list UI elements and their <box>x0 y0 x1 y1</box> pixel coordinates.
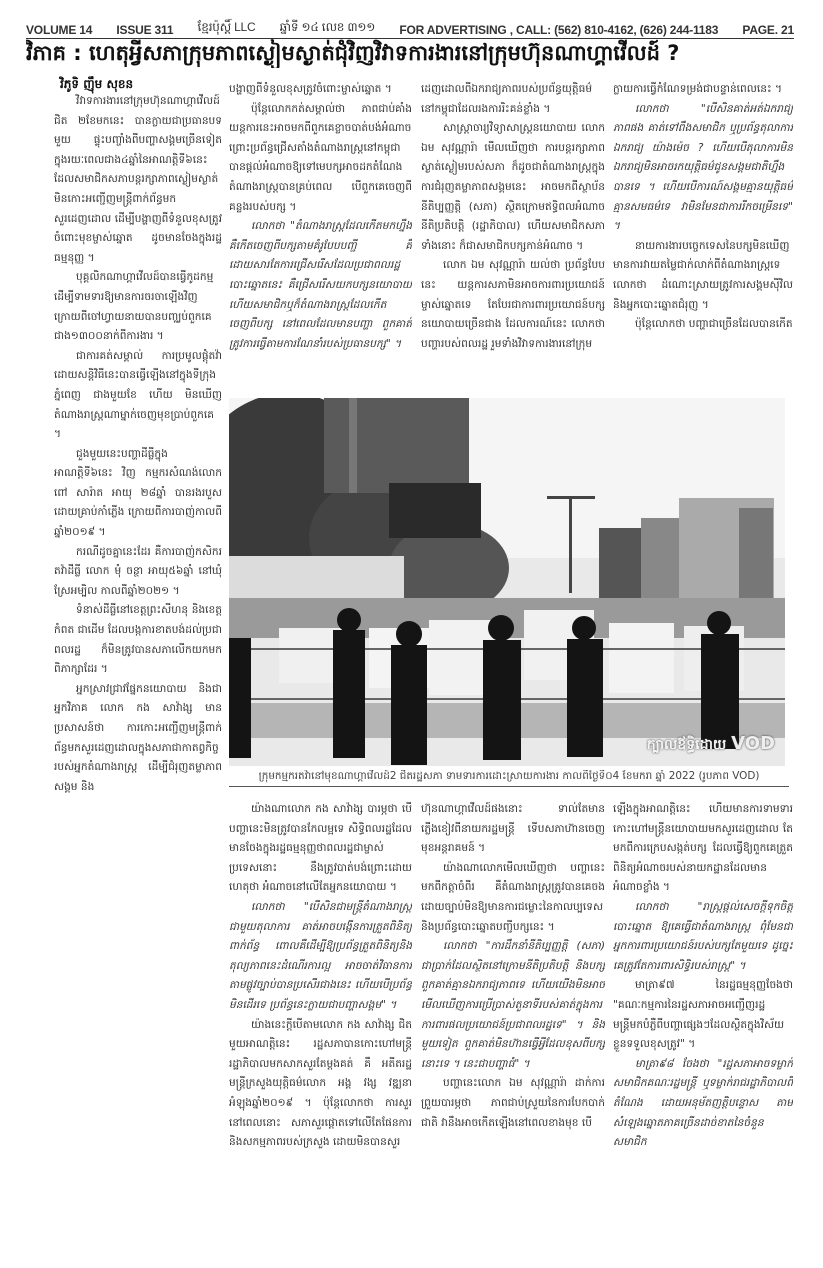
article-paragraph: លោក ឯម សុវណ្ណារ៉ា យល់ថា ប្រព័ន្ធបែបនេះ យន្តការសភាមិនអាចការពារប្រយោជន៍ម្ចាស់ឆ្នោតទេ តែបែរជាការពារប្រយោជន៍បក្សនយោបាយច្រើនជាង ដែលការណ៍នេះ លោកថា បញ្ហារបស់ពលរដ្ឋ រួមទាំងវិវាទការងារនៅក្រុម <box>421 259 605 350</box>
column-1 <box>54 92 222 1232</box>
article-paragraph: ប៉ុន្តែលោកកត់សម្គាល់ថា ភាពជាប់គាំងយន្តការនេះអាចមកពីពួកគេខ្លាចបាត់បង់អំណាច ព្រោះប្រព័ន្ធជ្រើសតាំងតំណាងរាស្ត្រនៅកម្ពុជាបានផ្តល់អំណាចឱ្យទៅមេបក្សអាចដកតំណែងតំណាងរាស្ត្របានគ្រប់ពេល បើពួកគេចេញពីគន្លងរបស់បក្ស ។ <box>229 102 412 213</box>
watermark-khmer: ក្បាលឪទ្ធិដោយ <box>646 737 727 753</box>
article-paragraph: ហ៊ុនណាហ្គាវើលដ៍ផងនោះ ទាល់តែមានភ្លើងខៀវពីនាយករដ្ឋមន្ត្រី ទើបសភាហ៊ានចេញមុខអន្តរាគមន៍ ។ <box>421 803 605 855</box>
article-paragraph: ករណីដូចគ្នានេះដែរ គឺការបាញ់កសិករតវ៉ាដីធ្លី លោក ម៉ំ ចន្ថា អាយុ៥៦ឆ្នាំ នៅឃុំស្រែអម្បិល កាលពីឆ្នាំ២០២១ ។ <box>54 545 222 597</box>
article-paragraph: សាស្ត្រាចារ្យវិទ្យាសាស្ត្រនយោបាយ លោក ឯម សុវណ្ណារ៉ា មើលឃើញថា ការបន្តរក្សាភាពស្ងាត់ស្ងៀមរបស់សភា ក៏ដូចជាតំណាងរាស្ត្រក្នុងការជំរុញតម្លាភាពសង្គមនេះ អាចមកពីស្ថាប័ននីតិប្បញ្ញត្តិ (សភា) ស្ថិតក្រោមឥទ្ធិពលអំណាចនីតិប្រតិបត្តិ (រដ្ឋាភិបាល) ហើយសមាជិកសភាទាំងនោះ ក៏ជាសមាជិកបក្សកាន់អំណាច ។ <box>421 122 605 252</box>
protest-photo-illustration <box>229 398 785 766</box>
article-paragraph: យ៉ាងណាលោកមើលឃើញថា បញ្ហានេះមកពីកត្តាចំពីរ គឺតំណាងរាស្ត្រត្រូវបានគេចងដោយច្បាប់មិនឱ្យមានការជម្លោះនៃកាលប្បទេស និងប្រព័ន្ធបោះឆ្នោតបញ្ជីបក្សនេះ ។ <box>421 861 605 933</box>
article-paragraph: បង្ហាញពីទំនួលខុសត្រូវចំពោះម្ចាស់ឆ្នោត ។ <box>229 83 392 95</box>
article-paragraph: ឡើងក្នុងអាណត្តិនេះ ហើយមានការទាមទារកោះហៅមន្ត្រីនយោបាយមកសួរដេញដោល តែមកពីការក្រេបសង្កត់បក្ស ដែលធ្វើឱ្យពួកគេត្រួតពិនិត្យអំណាចរបស់នាយកដ្ឋានដែលមានអំណាចខ្លាំង ។ <box>613 803 793 894</box>
photo-watermark <box>647 733 775 756</box>
article-paragraph: យ៉ាងណាលោក កង សាវ៉ាង្ស បារម្ភថា បើបញ្ហានេះមិនត្រូវបានកែលម្អទេ សិទ្ធិពលរដ្ឋដែលមានចែងក្នុងរដ្ឋធម្មនុញ្ញថាពលរដ្ឋជាម្ចាស់ប្រទេសនោះ នឹងត្រូវបាត់បង់ព្រោះដោយហេតុថា អំណាចនៅលើតែអ្នកនយោបាយ ។ <box>229 803 412 894</box>
article-paragraph: ជាការគត់សម្គាល់ ការប្រមូលផ្តុំតវ៉ាដោយសន្តិវិធីនេះបានធ្វើឡើងនៅក្នុងទីក្រុងភ្នំពេញ ជាងមួយខែ ហើយ មិនឃើញតំណាងរាស្ត្រណាម្នាក់ចេញមុខប្រាប់ពួកគេ ។ <box>54 349 222 441</box>
article-paragraph: ទំនាស់ដីធ្លីនៅខេត្តព្រះសីហនុ និងខេត្តកំពត ជាដើម ដែលបង្កការខាតបង់ដល់ប្រជាពលរដ្ឋ ក៏មិនត្រូវបានសភាលើកយកមកពិភាក្សាដែរ ។ <box>54 604 222 676</box>
vod-logo: VOD <box>731 733 775 754</box>
article-byline: វិភូទិ ញ៉ឹម សុខន <box>60 77 134 91</box>
article-paragraph: ប៉ុន្តែលោកថា បញ្ហាជាច្រើនដែលបានកើត <box>635 318 793 331</box>
article-paragraph: ក្លាយការធ្វើកំណែទម្រង់ជាបន្ទាន់ពេលនេះ ។ <box>613 83 782 95</box>
page-number: PAGE. 21 <box>742 23 794 37</box>
article-paragraph: បុគ្គលិកណាហ្គាវើលដ៍បានធ្វើកូដកម្ម ដើម្បីទាមទារឱ្យមានការចរចាឡើងវិញ ក្រោយពីចៅហ្វាយនាយបានបញ្ឈប់ពួកគេជាង១៣០០នាក់ពីការងារ ។ <box>54 271 214 343</box>
article-paragraph: ដេញដោលពីឯករាជ្យភាពរបស់ប្រព័ន្ធយុត្តិធម៌នៅកម្ពុជាដែលរងការរិះគន់ខ្លាំង ។ <box>421 83 593 115</box>
caption-rule <box>229 786 789 787</box>
article-paragraph: ជួងមួយនេះបញ្ហាដីធ្លីក្នុងអាណត្តិទី៦នេះ វិញ កម្មករសំណង់លោក ពៅ សារ៉ាត អាយុ ២៨ឆ្នាំ បានរងរបួសដោយគ្រាប់កាំភ្លើង ក្រោយពីការបាញ់កាលពីឆ្នាំ២០១៩ ។ <box>54 447 222 539</box>
article-headline: វិភាគ : ហេតុអ្វីសភាក្រុមភាពស្ងៀមស្ងាត់ជុំវិញវិវាទការងារនៅក្រុមហ៊ុនណាហ្គាវើលដ៍ ? <box>26 41 680 65</box>
article-paragraph: លោកថា "បើសិនគាត់អត់ឯករាជ្យភាពផង គាត់ទៅពឹងសមាជិក ឬប្រព័ន្ធតុលាការឯករាជ្យ យ៉ាងម៉េច ? ហើយបើតុលាការមិនឯករាជ្យមិនអាចរកយុត្តិធម៌ជូនសង្គមជាតិហ្នឹងបានទេ ។ ហើយបើការណ៍សង្គមគ្មានយុត្តិធម៌ គ្មានសមធម៌ទេ វាមិនមែនជាការរីកចម្រើនទេ" ។ <box>613 102 793 233</box>
advertising-contact: FOR ADVERTISING , CALL: (562) 810-4162, (626) 244-1183 <box>399 23 719 37</box>
article-paragraph: វិវាទការងារនៅក្រុមហ៊ុនណាហ្គាវើលដ៍ជិត ២ខែមកនេះ បានក្លាយជាប្រធានបទមួយ ផ្ទុះបញ្ចាំងពីបញ្ហាសង្គមច្រើនទៀត ក្នុងរយៈពេលជាង៤ឆ្នាំនៃអាណត្តិទី៦នេះ ដែលសមាជិកសភាបន្តរក្សាភាពស្ងៀមស្ងាត់ មិនកោះអញ្ជើញមន្ត្រីពាក់ព័ន្ធមកសួរដេញដោល ដើម្បីបង្ហាញពីទំនួលខុសត្រូវចំពោះមុខម្ចាស់ឆ្នោត ដូចមានចែងក្នុងរដ្ឋធម្មនុញ្ញ ។ <box>54 95 222 264</box>
article-paragraph: លោកថា "រាស្ត្រផ្តល់សេចក្តីទុកចិត្តបោះឆ្នោត ឱ្យគេធ្វើជាតំណាងរាស្ត្រ ពុំមែនជាអ្នកការពារប្រយោជន៍របស់បក្សតែមួយទេ ដូច្នេះគេត្រូវតែការពារសិទ្ធិរបស់រាស្ត្រ" ។ <box>613 900 793 972</box>
masthead <box>26 20 794 39</box>
article-paragraph: បញ្ហានេះលោក ឯម សុវណ្ណារ៉ា ដាក់ការព្រួយបារម្ភថា ភាពជាប់ស្រួយនៃការបែកបាក់ជាតិ វានឹងអាចកើតឡើងនៅពេលខាងមុខ បើ <box>421 1077 605 1129</box>
article-paragraph: លោកថា "ការដឹកនាំនីតិប្បញ្ញត្តិ (សភា) ជាប្រាក់ដែលស្ថិតនៅក្រោមនីតិប្រតិបត្តិ និងបក្ស ពួកគាត់គ្មានឯករាជ្យភាពទេ ហើយយើងមិនអាចមើលឃើញការប្រើប្រាស់តួនាទីរបស់គាត់ក្នុងការការពារផលប្រយោជន៍ប្រជាពលរដ្ឋទេ" ។ និងមួយទៀត ពួកគាត់មិនហ៊ានធ្វើអ្វីដែលខុសពីបក្សនោះទេ ។ នេះជាបញ្ហាធំ" ។ <box>421 940 605 1070</box>
column-2-top <box>229 80 412 392</box>
issue-label: ISSUE 311 <box>116 23 174 37</box>
column-2-bottom <box>229 800 412 1232</box>
article-paragraph: លោកថា "បើសិនជាមន្ត្រីតំណាងរាស្ត្រជាមួយតុលាការ គាត់អាចបង្កើនការត្រួតពិនិត្យ ពាក់ព័ន្ធ ពោលគឺដើម្បីឱ្យប្រព័ន្ធត្រួតពិនិត្យនិងតុល្យភាពនេះដំណើរការល្អ អាចចាត់វិធានការតាមផ្លូវច្បាប់បានប្រសើរជាងនេះ ហើយបើប្រព័ន្ធមិនដើរទេ ប្រព័ន្ធនេះក្លាយជាបញ្ហាសង្គម" ។ <box>229 900 412 1011</box>
volume-label: VOLUME 14 <box>26 23 93 37</box>
column-4-top <box>613 80 793 392</box>
article-paragraph: អ្នកស្រាវជ្រាវផ្នែកនយោបាយ និងជាអ្នកវិភាគ លោក កង សាវ៉ាង្ស មានប្រសាសន៍ថា ការកោះអញ្ជើញមន្ត្រីពាក់ព័ន្ធមកសួរដេញដោលក្នុងសភាជាកាតព្វកិច្ចរបស់អ្នកតំណាងរាស្ត្រ ដើម្បីជំរុញតម្លាភាពសង្គម និង <box>54 682 222 793</box>
photo-caption: ក្រុមកម្មករតវ៉ានៅមុខណាហ្គាវើលដ៍2 ជិតរដ្ឋសភា ទាមទារការដោះស្រាយការងារ កាលពីថ្ងៃទី០4 ខែមករា ឆ្នាំ 2022 (រូបភាព VOD) <box>258 770 760 782</box>
article-photo <box>229 398 785 766</box>
article-paragraph: មាត្រា៩៨ ចែងថា "រដ្ឋសភាអាចទម្លាក់សមាជិកគណៈរដ្ឋមន្ត្រី ឬទម្លាក់រាជរដ្ឋាភិបាលពីតំណែង ដោយអនុម័តញត្តិបន្ទោស តាមសំឡេងឆ្នោតភាគច្រើនដាច់ខាតនៃចំនួនសមាជិក <box>613 1057 793 1149</box>
article-paragraph: មាត្រា៩៧ នៃរដ្ឋធម្មនុញ្ញចែងថា "គណៈកម្មការនៃរដ្ឋសភាអាចអញ្ជើញរដ្ឋមន្ត្រីមកបំភ្លឺពីបញ្ហាផ្សេងៗដែលស្ថិតក្នុងវិស័យខ្លួនទទួលខុសត្រូវ" ។ <box>613 979 793 1051</box>
year-issue-khmer: ឆ្នាំទី ១៤ លេខ ៣១១ <box>279 20 376 34</box>
article-paragraph: នាយការងារបច្ចេកទេសនៃបក្សមិនឃើញមានការវាយតម្លៃជាក់លាក់ពីតំណាងរាស្ត្រទេ លោកថា ដំណោះស្រាយត្រូវការសង្គមស៊ីវិល និងអ្នកបោះឆ្នោតជំរុញ ។ <box>613 239 793 311</box>
article-paragraph: លោកថា "តំណាងរាស្ត្រដែលកើតមកហ្នឹង គឺកើតចេញពីបក្សតាមគំរូបែបបញ្ជី គឺដោយសារតែការជ្រើសរើសដែលប្រជាពលរដ្ឋបោះឆ្នោតនេះ គឺជ្រើសរើសយកបក្សនយោបាយ ហើយសមាជិកឬក៏តំណាងរាស្ត្រដែលកើតចេញពីបក្ស នៅពេលដែលមានបញ្ហា ពួកគាត់ត្រូវការធ្វើតាមការណែនាំរបស់ប្រធានបក្ស" ។ <box>229 220 412 350</box>
column-3-top <box>421 80 605 392</box>
column-4-bottom <box>613 800 793 1232</box>
column-3-bottom <box>421 800 605 1232</box>
publisher-name: ខ្មែរប៉ុស្តិ៍ LLC <box>197 20 256 34</box>
article-paragraph: យ៉ាងនេះក្តីបើតាមលោក កង សាវ៉ាង្ស ជិតមួយអាណត្តិនេះ រដ្ឋសភាបានកោះហៅមន្ត្រីរដ្ឋាភិបាលមកសាកសួរតែម្តងគត់ គឺ អតីតរដ្ឋមន្ត្រីក្រសួងយុត្តិធម៌លោក អង្គ វង្ស វឌ្ឍនា អំឡុងឆ្នាំ២០១៩ ។ ប៉ុន្តែលោកថា ការសួរនៅពេលនោះ សភាសួរផ្តោតទៅលើតែផែនការ និងសកម្មភាពរបស់ក្រសួង ដោយមិនបានសួរ <box>229 1018 412 1149</box>
